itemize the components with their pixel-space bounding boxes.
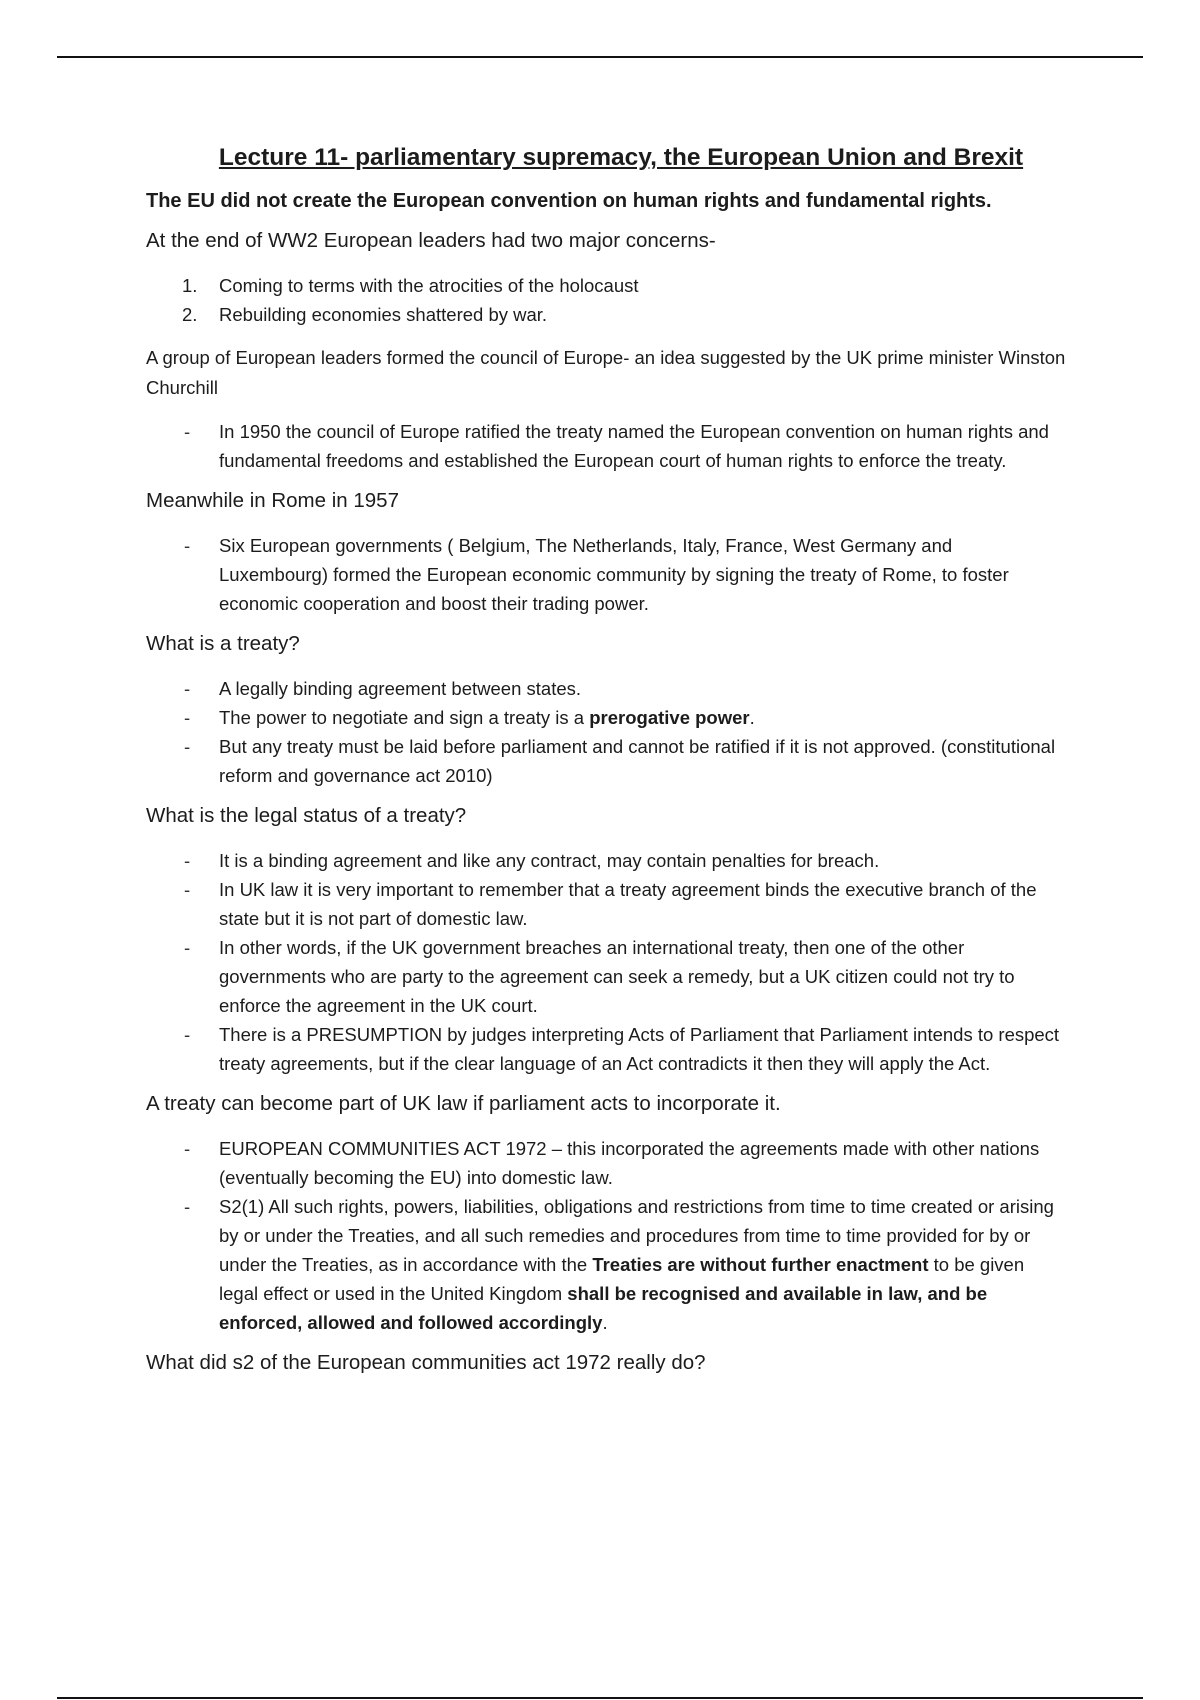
list-item (146, 875, 1066, 933)
list-item (146, 1134, 1066, 1192)
list-item (146, 531, 1066, 618)
list-item (146, 674, 1066, 703)
bullet-dash: - (184, 707, 191, 728)
bullet-dash: - (184, 678, 191, 699)
list-item (146, 300, 1066, 329)
incorporate-heading: A treaty can become part of UK law if parliament acts to incorporate it. (146, 1092, 781, 1115)
bullet-dash: - (184, 879, 191, 900)
rome-bullets (146, 531, 1066, 618)
bullet-dash: - (184, 937, 191, 958)
list-item (146, 846, 1066, 875)
treaty-heading: What is a treaty? (146, 632, 300, 655)
council-bullets (146, 417, 1066, 475)
list-item-text: Coming to terms with the atrocities of the holocaust (219, 275, 639, 296)
list-item-text: Six European governments ( Belgium, The Netherlands, Italy, France, West Germany and Luxembourg) formed the European economic community by signing the treaty of Rome, to foster economic cooperation and boost their trading power. (219, 535, 1009, 614)
prerogative-power-term: prerogative power (589, 707, 750, 728)
bullet-dash: - (184, 535, 191, 556)
list-item (146, 933, 1066, 1020)
footer-rule (57, 1697, 1143, 1699)
legal-status-heading: What is the legal status of a treaty? (146, 804, 467, 827)
list-item-text: In other words, if the UK government breaches an international treaty, then one of the other governments who are party to the agreement can seek a remedy, but a UK citizen could not try to enforce the agreement in the UK court. (219, 937, 1015, 1016)
list-number: 2. (182, 304, 198, 325)
list-item-text: . (602, 1312, 608, 1333)
list-item-text: S2(1) All such rights, powers, liabilities, obligations and restrictions from time to time created or arising by or under the Treaties, and all such remedies and procedures from time to time provided for by or under the Treaties, as in accordance with the (219, 1196, 1054, 1275)
list-item-text: In UK law it is very important to remember that a treaty agreement binds the executive branch of the state but it is not part of domestic law. (219, 879, 1037, 929)
emphasis-text: Treaties are without further enactment (592, 1254, 929, 1275)
list-item-text: There is a PRESUMPTION by judges interpreting Acts of Parliament that Parliament intends to respect treaty agreements, but if the clear language of an Act contradicts it then they will apply the Act. (219, 1024, 1060, 1074)
council-paragraph: A group of European leaders formed the council of Europe- an idea suggested by the UK prime minister Winston Churchill (146, 347, 1066, 398)
treaty-bullets (146, 674, 1066, 790)
list-item-text: A legally binding agreement between states. (219, 678, 582, 699)
rome-heading: Meanwhile in Rome in 1957 (146, 489, 399, 512)
bullet-dash: - (184, 421, 191, 442)
list-item-text: The power to negotiate and sign a treaty is a (219, 707, 590, 728)
bullet-dash: - (184, 850, 191, 871)
bullet-dash: - (184, 1024, 191, 1045)
list-item-text: . (749, 707, 755, 728)
list-item-text: In 1950 the council of Europe ratified the treaty named the European convention on human rights and fundamental freedoms and established the European court of human rights to enforce the treaty. (219, 421, 1049, 471)
list-item (146, 732, 1066, 790)
list-item-text: to be given legal effect or used in the United Kingdom (219, 1254, 1025, 1304)
bullet-dash: - (184, 736, 191, 757)
bullet-dash: - (184, 1196, 191, 1217)
legal-status-bullets (146, 846, 1066, 1078)
list-number: 1. (182, 275, 198, 296)
list-item (146, 271, 1066, 300)
emphasis-text: shall be recognised and available in law, and be enforced, allowed and followed accordingly (219, 1283, 988, 1333)
list-item (146, 1020, 1066, 1078)
list-item (146, 703, 1066, 732)
concerns-list (146, 271, 1066, 329)
final-question: What did s2 of the European communities act 1972 really do? (146, 1351, 706, 1374)
bullet-dash: - (184, 1138, 191, 1159)
eca-bullets (146, 1134, 1066, 1337)
list-item (146, 1192, 1066, 1337)
list-item-text: It is a binding agreement and like any contract, may contain penalties for breach. (219, 850, 880, 871)
page-title: Lecture 11- parliamentary supremacy, the European Union and Brexit (218, 144, 1024, 171)
document-body (146, 144, 1066, 1393)
list-item-text: Rebuilding economies shattered by war. (219, 304, 548, 325)
header-rule (57, 56, 1143, 58)
list-item-text: But any treaty must be laid before parliament and cannot be ratified if it is not approved. (constitutional reform and governance act 2010) (219, 736, 1056, 786)
intro-paragraph: At the end of WW2 European leaders had two major concerns- (146, 229, 716, 252)
list-item (146, 417, 1066, 475)
lead-statement: The EU did not create the European convention on human rights and fundamental rights. (146, 190, 992, 212)
list-item-text: EUROPEAN COMMUNITIES ACT 1972 – this incorporated the agreements made with other nations (eventually becoming the EU) into domestic law. (219, 1138, 1040, 1188)
